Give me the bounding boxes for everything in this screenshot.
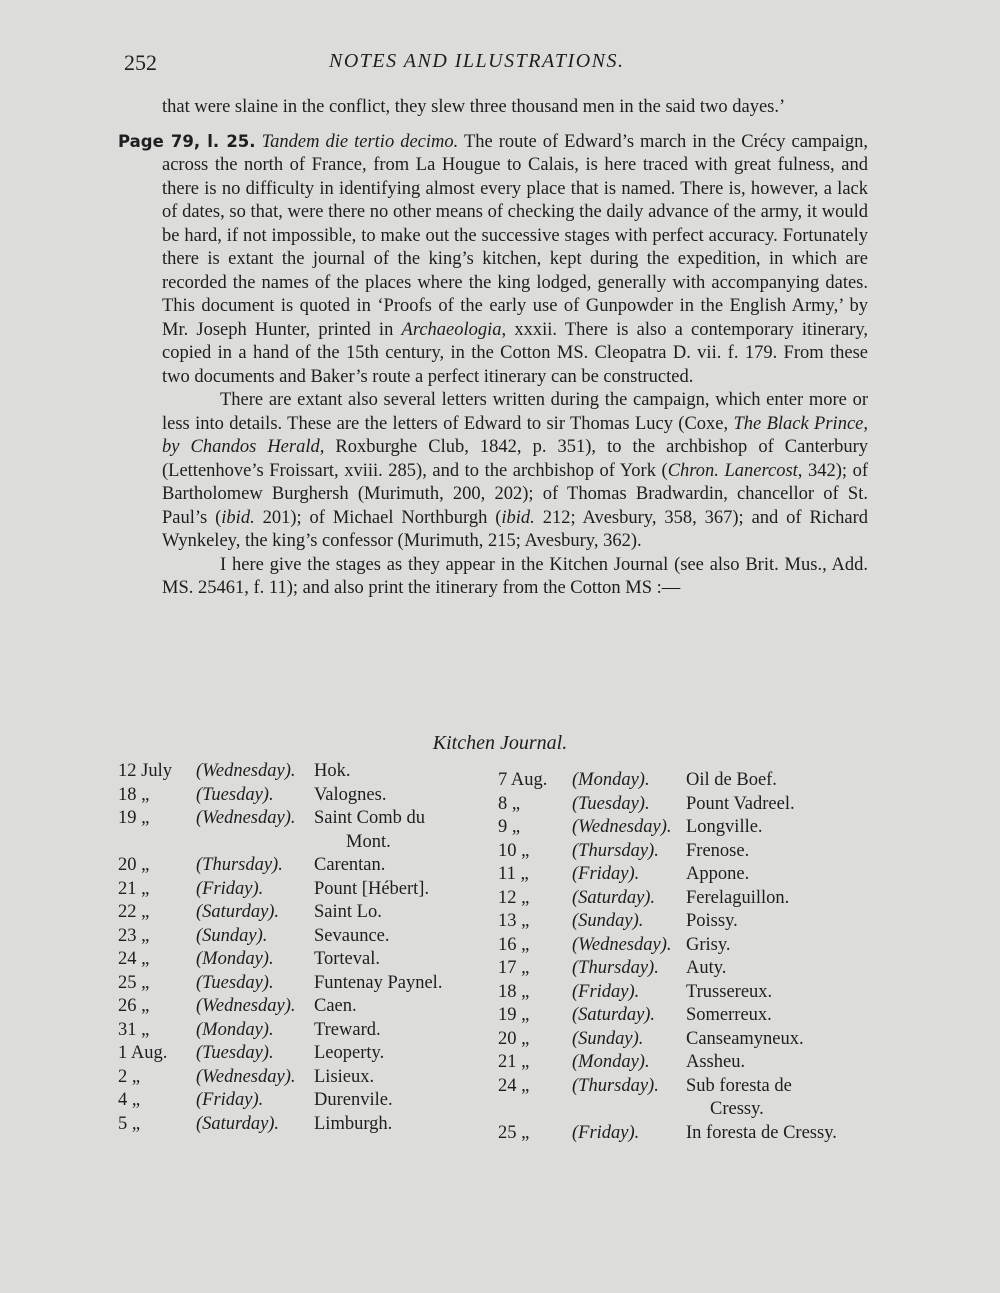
letters-italic-4: ibid. — [501, 507, 535, 528]
entry-place: Torteval. — [314, 949, 380, 969]
section-title: Kitchen Journal. — [432, 732, 568, 754]
entry-date: 21 „ — [498, 1052, 530, 1072]
entry-place: Grisy. — [686, 934, 731, 955]
entry-weekday: (Monday). — [572, 1052, 650, 1072]
entry-date: 21 „ — [118, 878, 150, 899]
entry-date: 10 „ — [498, 840, 530, 861]
entry-weekday: (Wednesday). — [196, 996, 296, 1016]
stages-paragraph: I here give the stages as they appear in the Kitchen Journal (see also Brit. Mus., Add. MS. 25461, f. 11); and also print the itinerary from the Cotton MS :— — [162, 554, 868, 598]
entry-weekday: (Saturday). — [196, 902, 280, 922]
entry-weekday: (Monday). — [196, 949, 274, 969]
entry-weekday: (Tuesday). — [196, 1043, 274, 1063]
entry-date: 13 „ — [498, 911, 530, 931]
entry-place: Frenose. — [686, 840, 750, 861]
journal-entry — [498, 1075, 863, 1122]
entry-place: Carentan. — [314, 855, 386, 875]
entry-date: 17 „ — [498, 958, 530, 978]
entry-date: 18 „ — [498, 981, 530, 1002]
entry-place: Canseamyneux. — [686, 1028, 804, 1049]
journal-entry — [118, 901, 483, 925]
entry-place: In foresta de Cressy. — [686, 1122, 837, 1143]
entry-place: Saint Lo. — [314, 902, 382, 922]
entry-date: 2 „ — [118, 1066, 141, 1087]
letters-text-d: 201); of Michael Northburgh ( — [262, 507, 502, 528]
letters-text-b: , Roxburghe Club, 1842, p. 351), to the archbishop of Canterbury (Lettenhove’s Froissart, xviii. 285), and to the archbishop of York ( — [162, 437, 868, 481]
journal-entry — [118, 854, 483, 878]
entry-place: Trussereux. — [686, 981, 773, 1002]
entry-weekday: (Tuesday). — [196, 784, 274, 805]
entry-weekday: (Monday). — [572, 770, 650, 790]
entry-place: Leoperty. — [314, 1043, 385, 1063]
entry-date: 16 „ — [498, 934, 530, 955]
journal-entry — [118, 1019, 483, 1043]
entry-date: 19 „ — [498, 1005, 530, 1025]
continued-quote: that were slaine in the conflict, they slew three thousand men in the said two dayes.’ — [162, 97, 786, 117]
entry-place: Durenvile. — [314, 1090, 393, 1110]
entry-date: 18 „ — [118, 784, 150, 805]
entry-weekday: (Friday). — [572, 1122, 640, 1143]
entry-date: 26 „ — [118, 996, 150, 1016]
entry-date: 5 „ — [118, 1113, 141, 1134]
entry-place: Auty. — [686, 958, 727, 978]
entry-place: Poissy. — [686, 911, 738, 931]
entry-date: 23 „ — [118, 925, 150, 946]
entry-date: 25 „ — [498, 1122, 530, 1143]
entry-date: 4 „ — [118, 1090, 141, 1110]
journal-entry — [118, 925, 483, 949]
journal-entry — [118, 760, 483, 784]
entry-place: Saint Comb du — [314, 808, 426, 828]
entry-weekday: (Sunday). — [196, 925, 268, 946]
entry-date: 11 „ — [498, 864, 529, 884]
entry-place: Pount [Hébert]. — [314, 878, 430, 899]
journal-entry — [498, 1122, 863, 1146]
entry-weekday: (Friday). — [196, 878, 264, 899]
entry-place: Longville. — [686, 817, 763, 837]
journal-entry — [498, 1051, 863, 1075]
entry-place: Pount Vadreel. — [686, 793, 795, 814]
journal-entry — [498, 1028, 863, 1052]
journal-entry — [498, 816, 863, 840]
journal-entry — [498, 910, 863, 934]
entry-weekday: (Sunday). — [572, 1028, 644, 1049]
entry-date: 12 July — [118, 761, 172, 781]
entry-weekday: (Tuesday). — [572, 793, 650, 814]
entry-date: 24 „ — [118, 949, 150, 969]
entry-date: 22 „ — [118, 902, 150, 922]
note-reference: Page 79, l. 25. — [118, 131, 256, 151]
entry-date: 12 „ — [498, 887, 530, 908]
journal-entry — [118, 995, 483, 1019]
letters-italic-3: ibid. — [221, 507, 255, 528]
entry-place: Caen. — [314, 996, 357, 1016]
journal-entry — [118, 1066, 483, 1090]
entry-date: 24 „ — [498, 1075, 530, 1096]
entry-place: Sevaunce. — [314, 925, 390, 946]
entry-place: Limburgh. — [314, 1113, 393, 1134]
journal-entry — [118, 1089, 483, 1113]
entry-weekday: (Saturday). — [196, 1113, 280, 1134]
journal-entry — [118, 1042, 483, 1066]
journal-entry — [118, 972, 483, 996]
entry-weekday: (Wednesday). — [196, 1066, 296, 1087]
entry-place-continued: Mont. — [346, 831, 391, 852]
journal-entry — [498, 793, 863, 817]
entry-date: 20 „ — [118, 855, 150, 875]
body-text — [118, 96, 868, 601]
note-paragraph — [118, 130, 868, 390]
journal-entry — [498, 981, 863, 1005]
journal-left-column — [118, 760, 483, 1136]
note-lemma: Tandem die tertio decimo. — [261, 131, 459, 152]
entry-weekday: (Thursday). — [196, 855, 283, 875]
journal-entry — [498, 934, 863, 958]
entry-weekday: (Thursday). — [572, 840, 659, 861]
entry-place: Hok. — [314, 761, 351, 781]
entry-weekday: (Tuesday). — [196, 972, 274, 993]
letters-paragraph — [118, 389, 868, 554]
entry-weekday: (Sunday). — [572, 911, 644, 931]
entry-place: Oil de Boef. — [686, 770, 777, 790]
letters-italic-1: The Black Prince, by Chandos Herald — [162, 413, 868, 457]
entry-date: 31 „ — [118, 1019, 150, 1040]
entry-weekday: (Monday). — [196, 1019, 274, 1040]
note-text-tail: , xxxii. There is also a contemporary itinerary, copied in a hand of the 15th century, in the Cotton MS. Cleopatra D. vii. f. 179. From these two documents and Baker’s route a perfect itinerary can be constructed. — [162, 319, 869, 387]
journal-right-column — [498, 769, 863, 1145]
note-text: The route of Edward’s march in the Crécy campaign, across the north of France, from La Hougue to Calais, is here traced with great fulness, and there is no difficulty in identifying almost every place that is named. There is, however, a lack of dates, so that, were there no other means of checking the daily advance of the army, it would be hard, if not impossible, to make out the successive stages with perfect accuracy. Fortunately there is extant the journal of the king’s kitchen, kept during the expedition, in which are recorded the names of the places where the king lodged, generally with accompanying dates. This document is quoted in ‘Proofs of the early use of Gunpowder in the English Army,’ by Mr. Joseph Hunter, printed in — [162, 131, 869, 340]
entry-weekday: (Friday). — [196, 1090, 264, 1110]
entry-place: Appone. — [686, 864, 750, 884]
entry-weekday: (Friday). — [572, 864, 640, 884]
entry-weekday: (Thursday). — [572, 958, 659, 978]
page-number: 252 — [124, 50, 157, 75]
page-header — [124, 50, 868, 80]
entry-place: Somerreux. — [686, 1005, 772, 1025]
entry-weekday: (Saturday). — [572, 1005, 656, 1025]
entry-weekday: (Wednesday). — [196, 808, 296, 828]
entry-weekday: (Wednesday). — [572, 934, 672, 955]
journal-entry — [498, 957, 863, 981]
entry-weekday: (Friday). — [572, 981, 640, 1002]
entry-place: Lisieux. — [314, 1066, 375, 1087]
journal-entry — [498, 840, 863, 864]
journal-entry — [118, 807, 483, 854]
entry-date: 9 „ — [498, 817, 521, 837]
entry-weekday: (Saturday). — [572, 887, 656, 908]
entry-place-continued: Cressy. — [710, 1099, 764, 1119]
entry-date: 7 Aug. — [498, 770, 548, 790]
journal-title-archaeologia: Archaeologia — [401, 319, 502, 340]
journal-entry — [118, 878, 483, 902]
entry-date: 25 „ — [118, 972, 150, 993]
journal-entry — [498, 887, 863, 911]
journal-entry — [498, 863, 863, 887]
entry-place: Funtenay Paynel. — [314, 972, 443, 993]
entry-weekday: (Wednesday). — [196, 761, 296, 781]
entry-place: Sub foresta de — [686, 1075, 792, 1096]
letters-text-e: 212; Avesbury, 358, 367); and of Richard Wynkeley, the king’s confessor (Murimuth, 215; Avesbury, 362). — [162, 507, 869, 551]
entry-place: Assheu. — [686, 1052, 746, 1072]
entry-date: 1 Aug. — [118, 1043, 168, 1063]
entry-weekday: (Thursday). — [572, 1075, 659, 1096]
entry-place: Treward. — [314, 1019, 381, 1040]
entry-date: 8 „ — [498, 793, 521, 814]
entry-place: Ferelaguillon. — [686, 887, 790, 908]
letters-text-c: , 342); of Bartholomew Burghersh (Murimuth, 200, 202); of Thomas Bradwardin, chancellor of St. Paul’s ( — [162, 460, 868, 528]
journal-entry — [498, 769, 863, 793]
journal-entry — [118, 1113, 483, 1137]
entry-date: 20 „ — [498, 1028, 530, 1049]
entry-weekday: (Wednesday). — [572, 817, 672, 837]
entry-place: Valognes. — [314, 784, 387, 805]
running-title: NOTES AND ILLUSTRATIONS. — [329, 50, 625, 72]
journal-entry — [498, 1004, 863, 1028]
entry-date: 19 „ — [118, 808, 150, 828]
letters-text-a: There are extant also several letters written during the campaign, which enter more or less into details. These are the letters of Edward to sir Thomas Lucy (Coxe, — [162, 390, 868, 434]
journal-entry — [118, 948, 483, 972]
letters-italic-2: Chron. Lanercost — [667, 460, 798, 481]
journal-entry — [118, 784, 483, 808]
